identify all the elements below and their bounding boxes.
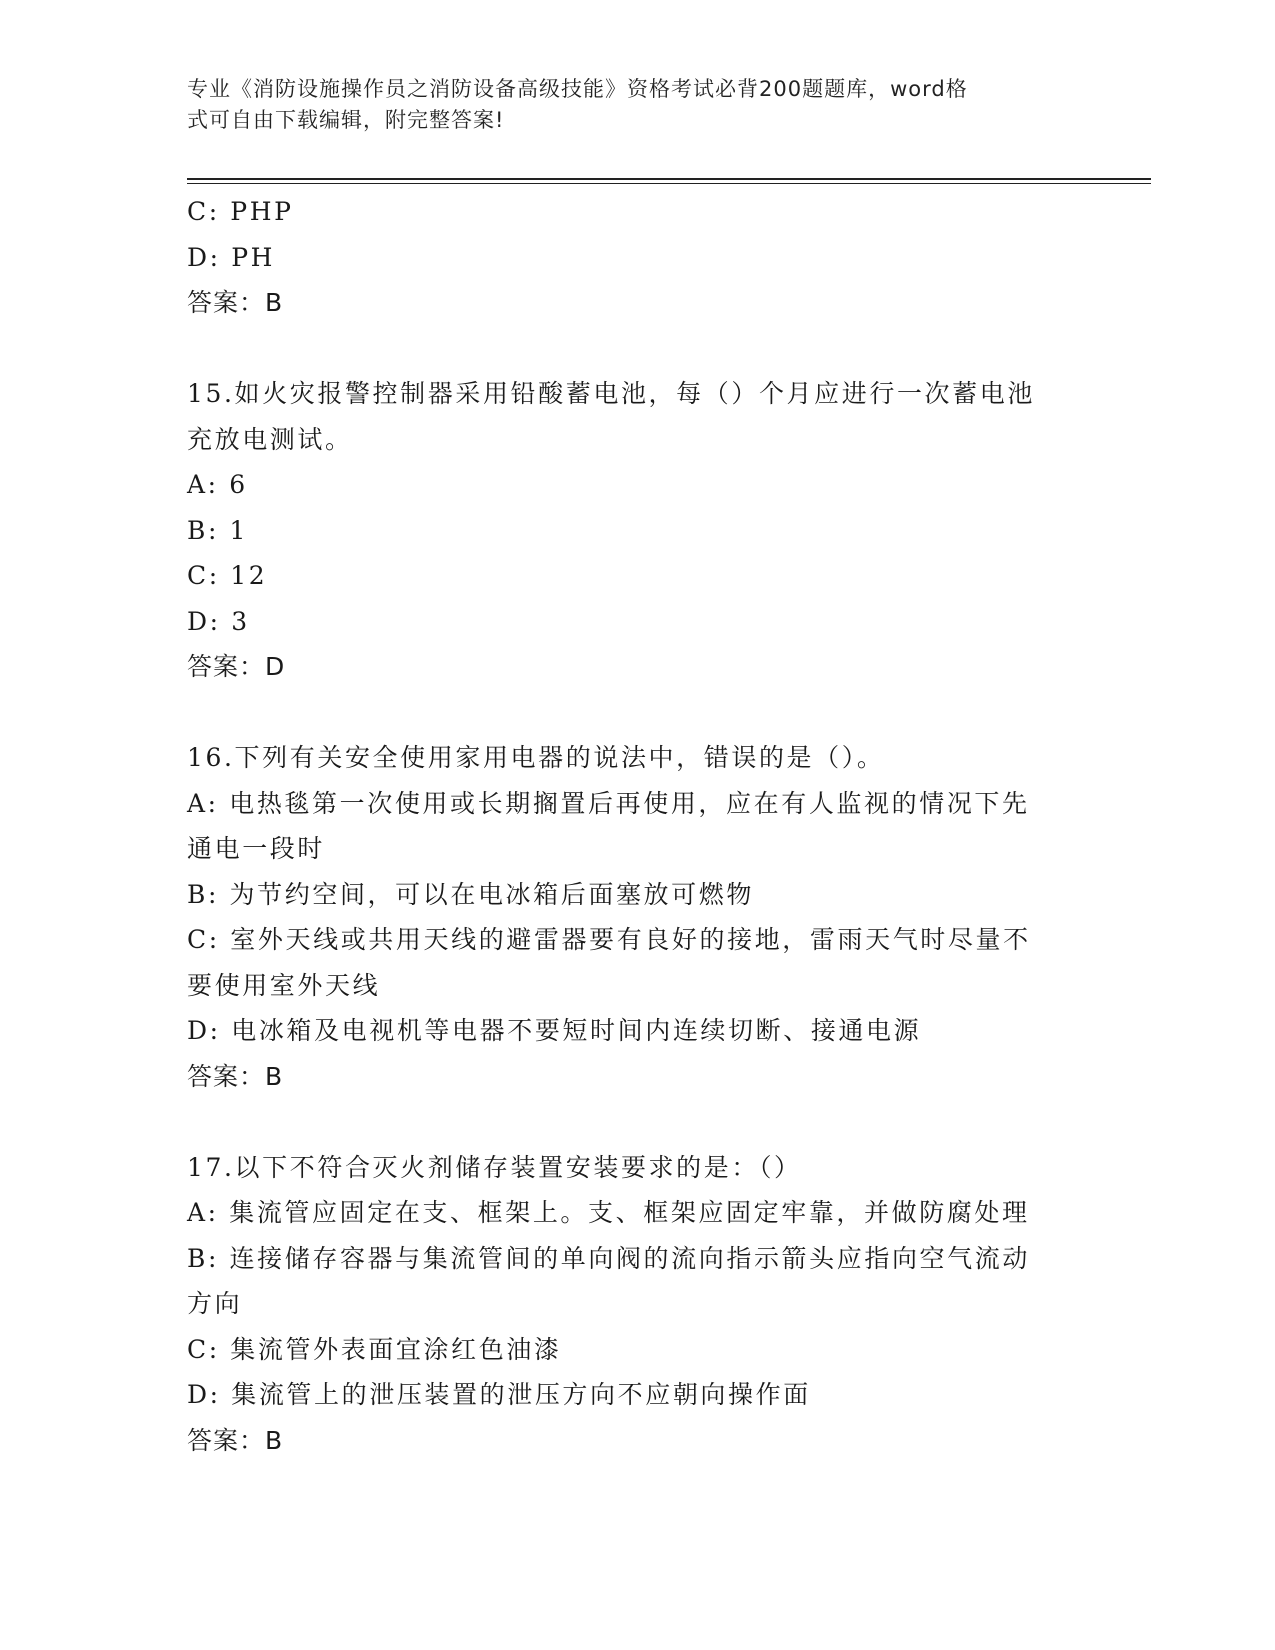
answer-line: 答案：B [187, 288, 284, 317]
answer-line: 答案：B [187, 1061, 284, 1091]
header-divider-thick [187, 178, 1151, 180]
option-d: D: 电冰箱及电视机等电器不要短时间内连续切断、接通电源 [187, 1016, 922, 1045]
question-14-tail [187, 189, 1077, 326]
question-stem: 15.如火灾报警控制器采用铅酸蓄电池，每（）个月应进行一次蓄电池 [187, 379, 1035, 408]
question-17 [187, 1145, 1077, 1464]
option-b: B: 连接储存容器与集流管间的单向阀的流向指示箭头应指向空气流动 [187, 1243, 1030, 1273]
question-15 [187, 371, 1077, 690]
answer-line: 答案：D [187, 652, 286, 681]
header-line-2: 式可自由下载编辑，附完整答案! [187, 108, 505, 132]
question-stem-continued: 充放电测试。 [187, 424, 353, 454]
option-b-continued: 方向 [187, 1289, 243, 1318]
header-divider-thin [187, 183, 1151, 184]
option-c-continued: 要使用室外天线 [187, 970, 381, 1000]
option-c: C: 12 [187, 561, 268, 590]
option-d: D: PH [187, 242, 276, 272]
question-stem: 17.以下不符合灭火剂储存装置安装要求的是：（） [187, 1152, 802, 1182]
option-c: C: 室外天线或共用天线的避雷器要有良好的接地，雷雨天气时尽量不 [187, 925, 1031, 954]
option-b: B: 为节约空间，可以在电冰箱后面塞放可燃物 [187, 879, 754, 909]
option-a: A: 集流管应固定在支、框架上。支、框架应固定牢靠，并做防腐处理 [187, 1198, 1030, 1227]
question-spacer [187, 326, 1077, 372]
option-c: C: PHP [187, 197, 294, 226]
question-list [187, 189, 1077, 1463]
option-a: A: 6 [187, 470, 248, 499]
option-c: C: 集流管外表面宜涂红色油漆 [187, 1334, 562, 1364]
option-a: A: 电热毯第一次使用或长期搁置后再使用，应在有人监视的情况下先 [187, 788, 1030, 818]
option-b: B: 1 [187, 515, 249, 545]
question-stem: 16.下列有关安全使用家用电器的说法中，错误的是（）。 [187, 743, 885, 772]
header-line-1: 专业《消防设施操作员之消防设备高级技能》资格考试必背200题题库，word格 [187, 77, 968, 101]
option-d: D: 3 [187, 606, 250, 636]
question-spacer [187, 1099, 1077, 1145]
question-spacer [187, 690, 1077, 736]
option-a-continued: 通电一段时 [187, 834, 326, 863]
document-header [187, 74, 1067, 136]
option-d: D: 集流管上的泄压装置的泄压方向不应朝向操作面 [187, 1380, 811, 1409]
question-16 [187, 735, 1077, 1099]
answer-line: 答案：B [187, 1425, 284, 1455]
